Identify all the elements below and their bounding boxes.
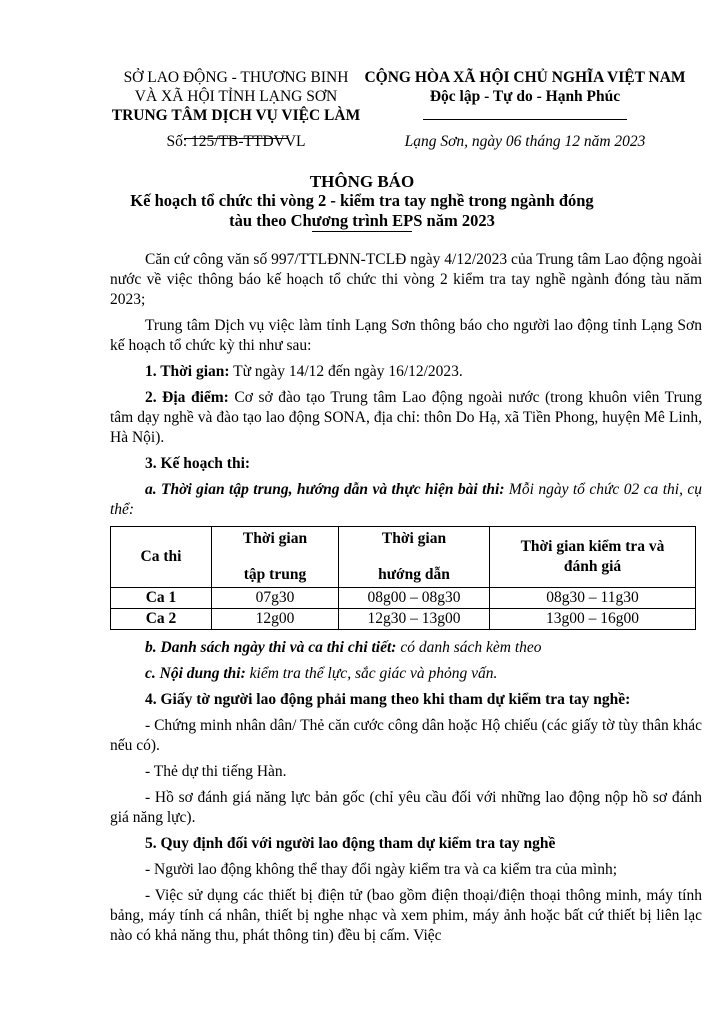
cell-gather: 12g00 <box>212 609 339 630</box>
documents-item-3: - Hồ sơ đánh giá năng lực bản gốc (chỉ yêu cầu đối với những lao động nộp hồ sơ đánh giá năng lực). <box>110 789 702 826</box>
rules-item-1: - Người lao động không thể thay đổi ngày kiểm tra và ca kiểm tra của mình; <box>145 861 618 878</box>
section-plan-b-text: có danh sách kèm theo <box>396 639 542 656</box>
national-header <box>362 68 688 125</box>
documents-item-2: - Thẻ dự thi tiếng Hàn. <box>145 763 287 780</box>
section-location <box>110 388 702 448</box>
header-gather-line1: Thời gian <box>242 530 308 547</box>
section-documents: 4. Giấy tờ người lao động phải mang theo khi tham dự kiểm tra tay nghề: <box>145 691 631 708</box>
section-plan-c-label: c. Nội dung thi: <box>145 665 246 682</box>
section-location-label: 2. Địa điểm: <box>145 389 229 406</box>
section-time <box>110 362 702 382</box>
cell-exam: 13g00 – 16g00 <box>490 609 696 630</box>
header-guide-line2: hướng dẫn <box>378 566 450 583</box>
document-body <box>110 250 702 952</box>
document-number: Số: 125/TB-TTDVVL <box>166 133 306 150</box>
rules-item-2: - Việc sử dụng các thiết bị điện tử (bao gồm điện thoại/điện thoại thông minh, máy tính bảng, máy tính cá nhân, thiết bị nghe nhạc và xem phim, máy ảnh hoặc bất cứ thiết bị liên lạc nào có khả năng thu, phát thông tin) đều bị cấm. Việc <box>110 887 702 944</box>
section-plan-b-label: b. Danh sách ngày thi và ca thi chi tiết: <box>145 639 397 656</box>
cell-gather: 07g30 <box>212 588 339 609</box>
subtitle-underline <box>312 231 412 232</box>
document-title: THÔNG BÁO <box>309 172 415 191</box>
cell-shift: Ca 1 <box>111 588 212 609</box>
documents-item-1: - Chứng minh nhân dân/ Thẻ căn cước công dân hoặc Hộ chiếu (các giấy tờ tùy thân khác nếu có). <box>110 717 702 754</box>
section-plan-c-text: kiểm tra thể lực, sắc giác và phỏng vấn. <box>245 665 498 682</box>
section-time-label: 1. Thời gian: <box>145 363 230 380</box>
header-guide <box>339 527 490 588</box>
section-plan-a-text: Mỗi ngày tổ chức 02 ca thi, cụ thể: <box>110 481 702 518</box>
paragraph-basis: Căn cứ công văn số 997/TTLĐNN-TCLĐ ngày 4/12/2023 của Trung tâm Lao động ngoài nước về việc thông báo kế hoạch tổ chức thi vòng 2 kiểm tra tay nghề ngành đóng tàu năm 2023; <box>110 251 702 308</box>
header-gather <box>212 527 339 588</box>
section-location-text: Cơ sở đào tạo Trung tâm Lao động ngoài nước (trong khuôn viên Trung tâm dạy nghề và đào tạo lao động SONA, địa chỉ: thôn Do Hạ, xã Tiền Phong, huyện Mê Linh, Hà Nội). <box>110 389 702 446</box>
motto-underline <box>423 119 627 120</box>
section-plan-a <box>110 480 702 520</box>
cell-guide: 08g00 – 08g30 <box>339 588 490 609</box>
header-gather-line2: tập trung <box>243 566 307 583</box>
agency-line-2: VÀ XÃ HỘI TỈNH LẠNG SƠN <box>134 88 338 105</box>
cell-exam: 08g30 – 11g30 <box>490 588 696 609</box>
section-plan-c <box>110 664 702 684</box>
section-plan-b <box>110 638 702 658</box>
national-title: CỘNG HÒA XÃ HỘI CHỦ NGHĨA VIỆT NAM <box>364 69 686 86</box>
header-shift: Ca thi <box>111 527 212 588</box>
section-plan: 3. Kế hoạch thi: <box>145 455 251 472</box>
agency-line-3: TRUNG TÂM DỊCH VỤ VIỆC LÀM <box>111 107 361 124</box>
document-date: Lạng Sơn, ngày 06 tháng 12 năm 2023 <box>404 133 646 150</box>
table-row <box>111 588 696 609</box>
cell-shift: Ca 2 <box>111 609 212 630</box>
header-guide-line1: Thời gian <box>381 530 447 547</box>
header-exam: Thời gian kiểm tra và đánh giá <box>490 527 696 588</box>
national-motto: Độc lập - Tự do - Hạnh Phúc <box>429 88 621 105</box>
table-header-row <box>111 527 696 588</box>
schedule-table <box>110 526 696 630</box>
section-time-text: Từ ngày 14/12 đến ngày 16/12/2023. <box>229 363 463 380</box>
paragraph-intro: Trung tâm Dịch vụ việc làm tỉnh Lạng Sơn thông báo cho người lao động tỉnh Lạng Sơn kế hoạch tổ chức kỳ thi như sau: <box>110 317 702 354</box>
section-rules: 5. Quy định đối với người lao động tham dự kiểm tra tay nghề <box>145 835 556 852</box>
document-subtitle: Kế hoạch tổ chức thi vòng 2 - kiểm tra tay nghề trong ngành đóng tàu theo Chương trình EPS năm 2023 <box>130 191 594 230</box>
agency-line-1: SỞ LAO ĐỘNG - THƯƠNG BINH <box>123 69 349 86</box>
section-plan-a-label: a. Thời gian tập trung, hướng dẫn và thực hiện bài thi: <box>145 481 505 498</box>
cell-guide: 12g30 – 13g00 <box>339 609 490 630</box>
table-row <box>111 609 696 630</box>
